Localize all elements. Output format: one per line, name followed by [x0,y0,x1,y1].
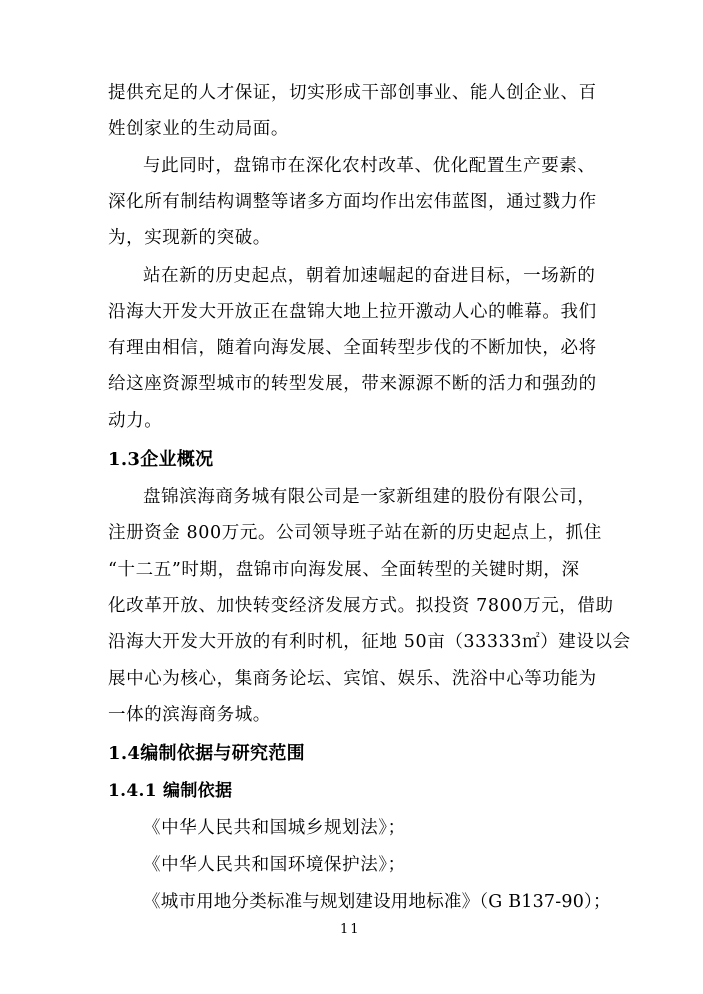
paragraph-line: 提供充足的人才保证，切实形成干部创事业、能人创企业、百 [108,83,597,103]
paragraph-line: 姓创家业的生动局面。 [108,119,289,139]
paragraph-line: “十二五”时期，盘锦市向海发展、全面转型的关键时期，深 [108,560,580,580]
reference-item: 《城市用地分类标准与规划建设用地标准》（G B137-90）； [143,892,611,912]
paragraph-line: 有理由相信，随着向海发展、全面转型步伐的不断加快，必将 [108,338,597,358]
subsection-heading-1-4-1: 1.4.1 编制依据 [108,781,233,801]
page-number: 11 [340,922,361,937]
reference-item: 《中华人民共和国城乡规划法》； [143,818,406,838]
paragraph-line: 与此同时，盘锦市在深化农村改革、优化配置生产要素、 [143,156,596,176]
paragraph-line: 为，实现新的突破。 [108,228,271,248]
paragraph-line: 展中心为核心，集商务论坛、宾馆、娱乐、洗浴中心等功能为 [108,669,597,689]
paragraph-line: 动力。 [108,411,163,431]
paragraph-line: 化改革开放、加快转变经济发展方式。拟投资 7800万元，借助 [108,596,614,616]
paragraph-line: 沿海大开发大开放正在盘锦大地上拉开激动人心的帷幕。我们 [108,302,597,322]
paragraph-line: 深化所有制结构调整等诸多方面均作出宏伟蓝图，通过戮力作 [108,192,597,212]
section-heading-1-4: 1.4编制依据与研究范围 [108,743,305,764]
paragraph-line: 给这座资源型城市的转型发展，带来源源不断的活力和强劲的 [108,374,597,394]
paragraph-line: 沿海大开发大开放的有利时机，征地 50亩（33333㎡）建设以会 [108,632,631,652]
paragraph-line: 盘锦滨海商务城有限公司是一家新组建的股份有限公司， [143,487,596,507]
paragraph-line: 注册资金 800万元。公司领导班子站在新的历史起点上，抓住 [108,523,602,543]
paragraph-line: 站在新的历史起点，朝着加速崛起的奋进目标，一场新的 [143,266,596,286]
paragraph-line: 一体的滨海商务城。 [108,705,271,725]
section-heading-1-3: 1.3企业概况 [108,449,214,470]
reference-item: 《中华人民共和国环境保护法》； [143,855,406,875]
